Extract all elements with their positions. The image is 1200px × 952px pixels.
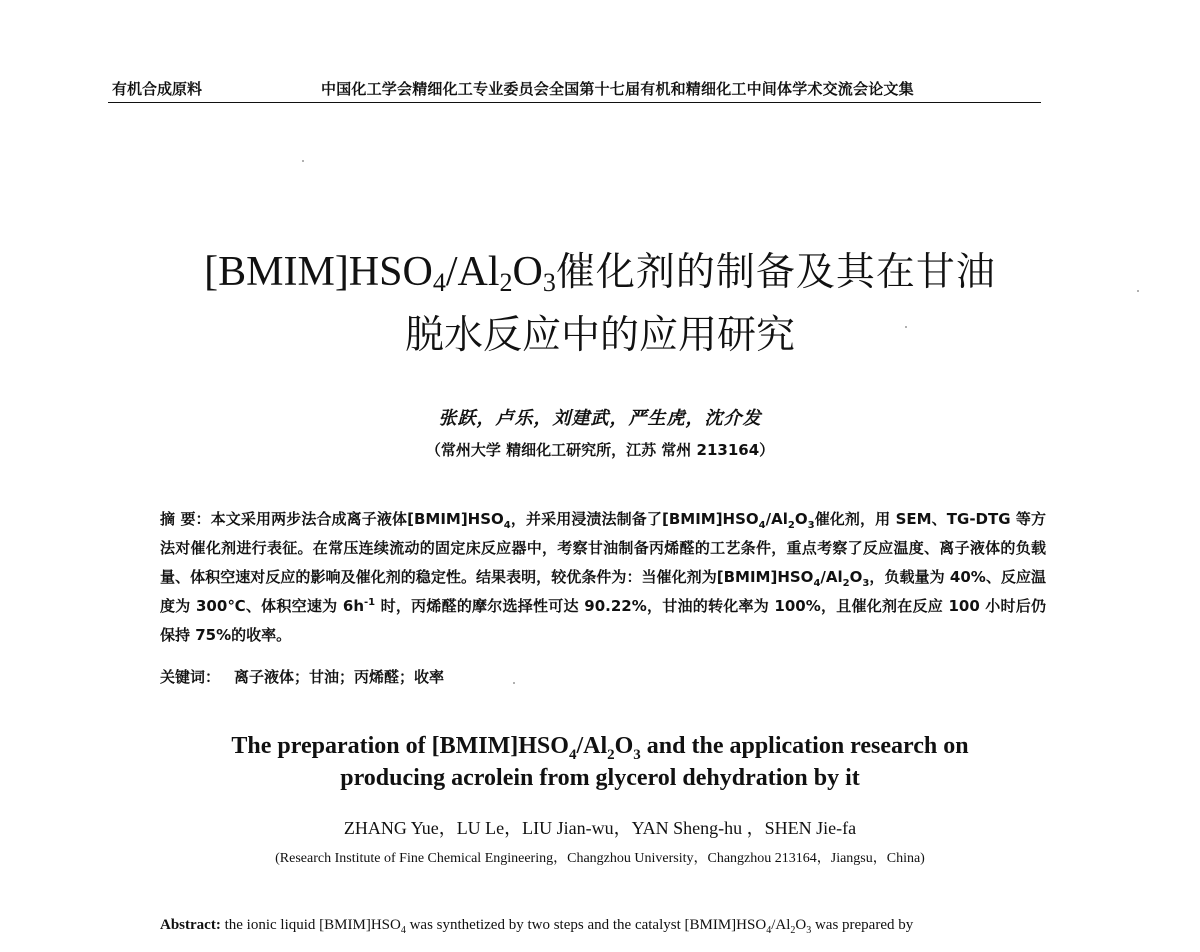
scan-speck [1137,290,1139,292]
scan-speck [513,682,515,684]
english-abstract: Abstract: the ionic liquid $[BMIM]HSO_4$ was synthetized by two steps and the catalyst $[BMIM]HSO_4/Al_2O_3$ was prepared by [160,917,914,936]
english-title-line-2: producing acrolein from glycerol dehydration by it [340,765,860,791]
abstract-label: Abstract: [160,917,221,933]
chinese-keywords [160,666,444,687]
keywords-terms: 离子液体；甘油；丙烯醛；收率 [234,668,445,686]
english-authors: ZHANG Yue，LU Le，LIU Jian-wu，YAN Sheng-hu ，SHEN Jie-fa [343,818,857,838]
chinese-authors: 张跃，卢乐，刘建武，严生虎，沈介发 [438,408,762,429]
keywords-label: 关键词： [160,668,221,686]
header-section-label: 有机合成原料 [112,80,203,98]
title-formula: $[BMIM]HSO_4/Al_2O_3$ [204,249,556,297]
english-title-line-1: The preparation of $[BMIM]HSO_4/Al_2O_3$ and the application research on [231,733,969,763]
chinese-abstract: 摘 要：本文采用两步法合成离子液体$[BMIM]HSO_4$，并采用浸渍法制备了$[BMIM]HSO_4/Al_2O_3$催化剂，用 SEM、TG-DTG 等方法对催化剂进行表征。在常压连续流动的固定床反应器中，考察甘油制备丙烯醛的工艺条件，重点考察了反应温度、离子液体的负载量、体积空速对反应的影响及催化剂的稳定性。结果表明，较优条件为：当催化剂为$[BMIM]HSO_4/Al_2O_3$，负载量为 40%、反应温度为 300℃、体积空速为 $6h^{-1}$ 时，丙烯醛的摩尔选择性可达 90.22%，甘油的转化率为 100%，且催化剂在反应 100 小时后仍保持 75%的收率。 [160,510,1046,644]
chinese-title-line-1 [0,248,1200,297]
scan-speck [905,326,907,328]
title-text: 催化剂的制备及其在甘油 [555,250,996,295]
chinese-title-line-2: 脱水反应中的应用研究 [404,313,795,358]
running-header [108,74,1041,103]
scan-speck [302,160,304,162]
english-affiliation: (Research Institute of Fine Chemical Engineering，Changzhou University，Changzhou 213164，Jiangsu，China) [275,851,925,866]
chinese-affiliation: （常州大学 精细化工研究所，江苏 常州 213164） [425,441,775,459]
header-proceedings-title: 中国化工学会精细化工专业委员会全国第十七届有机和精细化工中间体学术交流会论文集 [321,80,914,98]
